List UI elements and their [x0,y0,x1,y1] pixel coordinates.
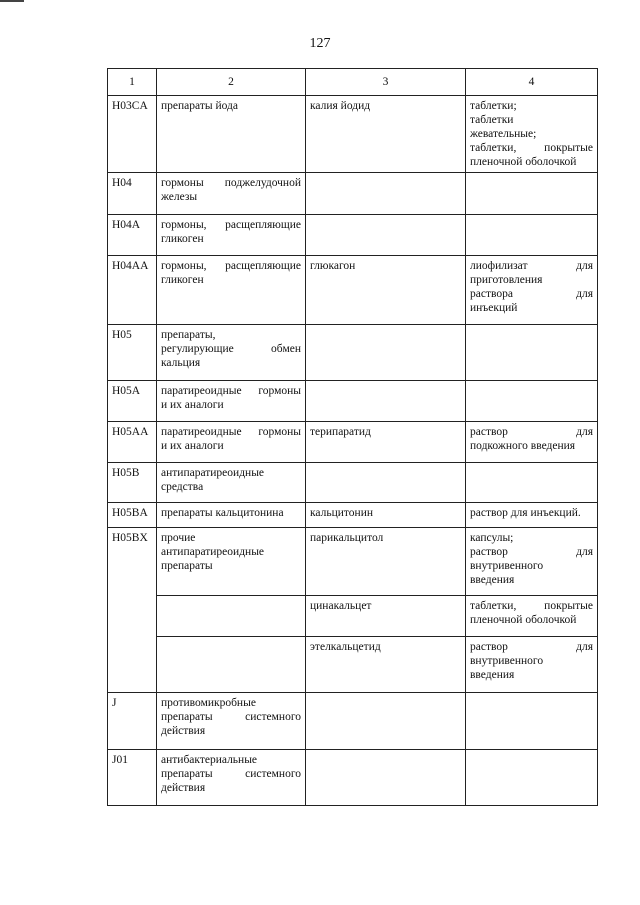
dosage-form-cell: раствор для подкожного введения [466,422,598,463]
group-cell: противомикробные препараты системного действия [157,693,306,750]
scan-corner-mark [0,0,24,2]
dosage-form-cell [466,381,598,422]
group-cell: прочие антипаратиреоидные препараты [157,528,306,596]
table-row [108,596,598,637]
substance-cell: калия йодид [306,96,466,173]
group-cell: антипаратиреоидные средства [157,463,306,503]
dosage-form-cell: капсулы; раствор для внутривенного введения [466,528,598,596]
atc-code-cell: J [108,693,157,750]
substance-cell: кальцитонин [306,503,466,528]
substance-cell [306,693,466,750]
table-row [108,422,598,463]
table-row [108,637,598,693]
substance-cell: терипаратид [306,422,466,463]
page-number: 127 [309,36,331,51]
atc-code-cell: H04AA [108,256,157,325]
group-cell: препараты йода [157,96,306,173]
group-cell: препараты кальцитонина [157,503,306,528]
substance-cell [306,173,466,215]
dosage-form-cell [466,463,598,503]
table-row [108,750,598,806]
atc-code-cell: H05BX [108,528,157,693]
table-row [108,325,598,381]
table-row [108,215,598,256]
dosage-form-cell: таблетки; таблетки жевательные; таблетки, покрытые пленочной оболочкой [466,96,598,173]
table-row [108,173,598,215]
atc-code-cell: J01 [108,750,157,806]
substance-cell: парикальцитол [306,528,466,596]
table-row [108,693,598,750]
drug-classification-table [107,68,598,806]
group-cell: гормоны, расщепляющие гликоген [157,215,306,256]
atc-code-cell: H05AA [108,422,157,463]
substance-cell: этелкальцетид [306,637,466,693]
table-row [108,503,598,528]
group-cell: паратиреоидные гормоны и их аналоги [157,422,306,463]
table-row [108,381,598,422]
substance-cell [306,463,466,503]
column-header: 4 [466,69,598,96]
dosage-form-cell [466,215,598,256]
column-header: 1 [108,69,157,96]
atc-code-cell: H03CA [108,96,157,173]
group-cell: препараты, регулирующие обмен кальция [157,325,306,381]
dosage-form-cell: таблетки, покрытые пленочной оболочкой [466,596,598,637]
group-cell: гормоны поджелудочной железы [157,173,306,215]
substance-cell: цинакальцет [306,596,466,637]
atc-code-cell: H05A [108,381,157,422]
group-cell: паратиреоидные гормоны и их аналоги [157,381,306,422]
substance-cell [306,215,466,256]
atc-code-cell: H04 [108,173,157,215]
column-header: 2 [157,69,306,96]
dosage-form-cell [466,693,598,750]
table-row [108,463,598,503]
group-cell [157,637,306,693]
substance-cell [306,325,466,381]
substance-cell: глюкагон [306,256,466,325]
table-row [108,256,598,325]
atc-code-cell: H04A [108,215,157,256]
dosage-form-cell [466,173,598,215]
dosage-form-cell: лиофилизат для приготовления раствора для инъекций [466,256,598,325]
dosage-form-cell [466,750,598,806]
dosage-form-cell [466,325,598,381]
group-cell [157,596,306,637]
atc-code-cell: H05BA [108,503,157,528]
group-cell: гормоны, расщепляющие гликоген [157,256,306,325]
dosage-form-cell: раствор для внутривенного введения [466,637,598,693]
table-row [108,96,598,173]
group-cell: антибактериальные препараты системного действия [157,750,306,806]
table-header-row [108,69,598,96]
substance-cell [306,381,466,422]
table-row [108,528,598,596]
substance-cell [306,750,466,806]
column-header: 3 [306,69,466,96]
atc-code-cell: H05B [108,463,157,503]
dosage-form-cell: раствор для инъекций. [466,503,598,528]
atc-code-cell: H05 [108,325,157,381]
